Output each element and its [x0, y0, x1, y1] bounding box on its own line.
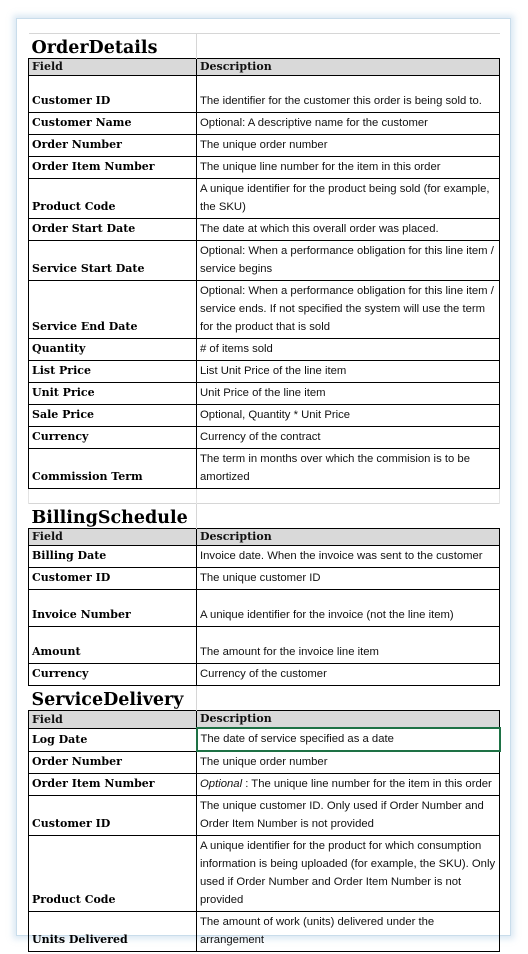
description-cell[interactable]: Optional, Quantity * Unit Price: [197, 405, 500, 427]
section-title: ServiceDelivery: [29, 686, 197, 711]
field-cell[interactable]: Customer ID: [29, 76, 197, 113]
field-cell[interactable]: Service End Date: [29, 281, 197, 339]
description-cell[interactable]: The identifier for the customer this order is being sold to.: [197, 76, 500, 113]
field-cell[interactable]: Customer Name: [29, 113, 197, 135]
description-cell[interactable]: The unique order number: [197, 135, 500, 157]
description-cell[interactable]: Currency of the customer: [197, 664, 500, 686]
header-row: [29, 711, 500, 729]
table-row: [29, 219, 500, 241]
table-row: [29, 568, 500, 590]
empty-cell: [197, 686, 500, 711]
header-description: Description: [197, 59, 500, 76]
header-field: Field: [29, 529, 197, 546]
section-title-row: [29, 504, 500, 529]
field-cell[interactable]: Product Code: [29, 179, 197, 219]
fields-table: [28, 33, 501, 952]
header-field: Field: [29, 711, 197, 729]
spacer-row: [29, 489, 500, 504]
field-cell[interactable]: Sale Price: [29, 405, 197, 427]
table-row: [29, 241, 500, 281]
header-description: Description: [197, 711, 500, 729]
field-cell[interactable]: Order Number: [29, 135, 197, 157]
description-cell[interactable]: The term in months over which the commision is to be amortized: [197, 449, 500, 489]
field-cell[interactable]: Log Date: [29, 728, 197, 751]
description-cell[interactable]: The date at which this overall order was placed.: [197, 219, 500, 241]
description-cell[interactable]: The unique order number: [197, 751, 500, 774]
screenshot-frame: [16, 18, 511, 946]
description-cell[interactable]: List Unit Price of the line item: [197, 361, 500, 383]
header-row: [29, 529, 500, 546]
description-cell[interactable]: The amount for the invoice line item: [197, 627, 500, 664]
description-cell[interactable]: The unique customer ID: [197, 568, 500, 590]
table-row: [29, 157, 500, 179]
table-row: [29, 627, 500, 664]
table-row: [29, 664, 500, 686]
table-row: [29, 339, 500, 361]
empty-cell: [197, 504, 500, 529]
field-cell[interactable]: Order Start Date: [29, 219, 197, 241]
selected-description-cell[interactable]: The date of service specified as a date: [197, 728, 500, 751]
field-cell[interactable]: Amount: [29, 627, 197, 664]
description-cell[interactable]: Optional: A descriptive name for the customer: [197, 113, 500, 135]
description-cell[interactable]: The amount of work (units) delivered under the arrangement: [197, 912, 500, 952]
field-cell[interactable]: Order Number: [29, 751, 197, 774]
section-title-row: [29, 34, 500, 59]
spreadsheet: [28, 33, 499, 952]
table-row: [29, 774, 500, 796]
description-text: : The unique line number for the item in this order: [242, 778, 492, 790]
description-cell[interactable]: A unique identifier for the invoice (not the line item): [197, 590, 500, 627]
table-row: [29, 796, 500, 836]
field-cell[interactable]: Billing Date: [29, 546, 197, 568]
description-cell[interactable]: A unique identifier for the product being sold (for example, the SKU): [197, 179, 500, 219]
description-cell[interactable]: The unique customer ID. Only used if Order Number and Order Item Number is not provided: [197, 796, 500, 836]
field-cell[interactable]: Invoice Number: [29, 590, 197, 627]
table-row: [29, 179, 500, 219]
table-row: [29, 912, 500, 952]
field-cell[interactable]: Order Item Number: [29, 157, 197, 179]
field-cell[interactable]: Commission Term: [29, 449, 197, 489]
field-cell[interactable]: Product Code: [29, 836, 197, 912]
description-cell[interactable]: Optional: When a performance obligation for this line item / service ends. If not specified the system will use the term for the product that is sold: [197, 281, 500, 339]
description-cell[interactable]: Unit Price of the line item: [197, 383, 500, 405]
table-row: [29, 728, 500, 751]
section-title: OrderDetails: [29, 34, 197, 59]
table-row: [29, 590, 500, 627]
description-cell[interactable]: Invoice date. When the invoice was sent to the customer: [197, 546, 500, 568]
field-cell[interactable]: Service Start Date: [29, 241, 197, 281]
table-row: [29, 449, 500, 489]
table-row: [29, 383, 500, 405]
description-cell[interactable]: The unique line number for the item in this order: [197, 157, 500, 179]
section-title: BillingSchedule: [29, 504, 197, 529]
table-row: [29, 135, 500, 157]
table-row: [29, 836, 500, 912]
section-title-row: [29, 686, 500, 711]
field-cell[interactable]: Quantity: [29, 339, 197, 361]
description-cell[interactable]: A unique identifier for the product for which consumption information is being uploaded (for example, the SKU). Only used if Order Number and Order Item Number is not provided: [197, 836, 500, 912]
table-row: [29, 751, 500, 774]
header-row: [29, 59, 500, 76]
header-description: Description: [197, 529, 500, 546]
field-cell[interactable]: Currency: [29, 664, 197, 686]
field-cell[interactable]: List Price: [29, 361, 197, 383]
table-row: [29, 427, 500, 449]
description-cell[interactable]: Optional: When a performance obligation for this line item / service begins: [197, 241, 500, 281]
header-field: Field: [29, 59, 197, 76]
table-row: [29, 405, 500, 427]
empty-cell: [197, 34, 500, 59]
table-row: [29, 113, 500, 135]
table-row: [29, 361, 500, 383]
field-cell[interactable]: Currency: [29, 427, 197, 449]
description-cell[interactable]: [197, 774, 500, 796]
field-cell[interactable]: Units Delivered: [29, 912, 197, 952]
table-row: [29, 546, 500, 568]
table-row: [29, 281, 500, 339]
table-row: [29, 76, 500, 113]
description-cell[interactable]: # of items sold: [197, 339, 500, 361]
field-cell[interactable]: Customer ID: [29, 796, 197, 836]
field-cell[interactable]: Customer ID: [29, 568, 197, 590]
field-cell[interactable]: Order Item Number: [29, 774, 197, 796]
description-cell[interactable]: Currency of the contract: [197, 427, 500, 449]
field-cell[interactable]: Unit Price: [29, 383, 197, 405]
optional-label: Optional: [200, 778, 243, 790]
